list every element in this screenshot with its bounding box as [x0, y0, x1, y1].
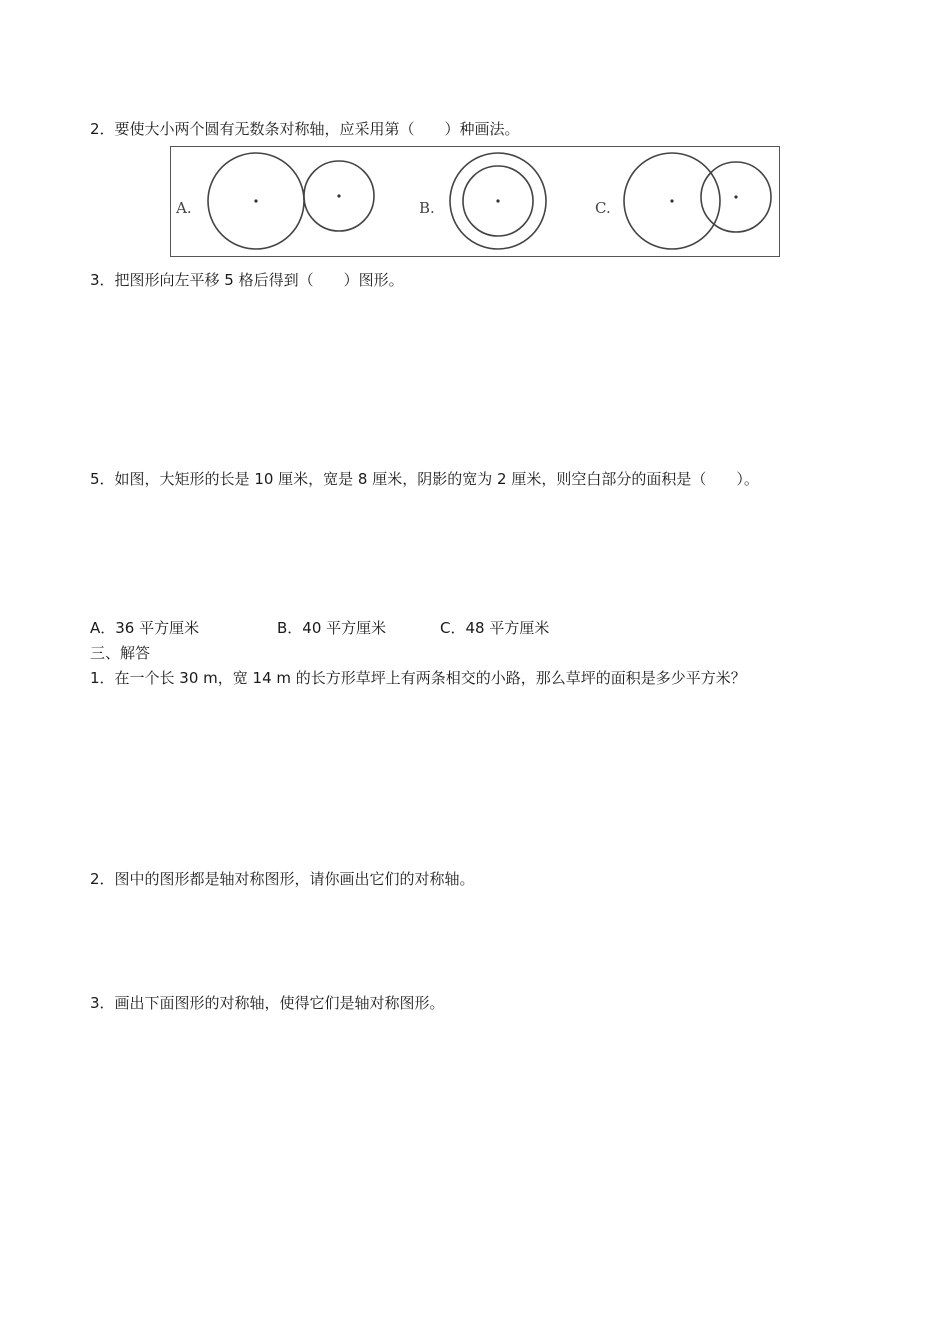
option-c-label: C.	[595, 199, 611, 217]
section-3-heading: 三、解答	[90, 644, 151, 662]
option-c-small-center	[734, 195, 737, 198]
option-a-label: A.	[176, 199, 192, 217]
circles-diagram	[171, 147, 779, 256]
question-2-text: 2．要使大小两个圆有无数条对称轴，应采用第（ ）种画法。	[90, 120, 520, 138]
choice-b: B．40 平方厘米	[277, 619, 387, 637]
problem-1-text: 1．在一个长 30 m，宽 14 m 的长方形草坪上有两条相交的小路，那么草坪的面积是多少平方米？	[90, 669, 746, 687]
option-b-label: B.	[419, 199, 435, 217]
question-5-text: 5．如图，大矩形的长是 10 厘米，宽是 8 厘米，阴影的宽为 2 厘米，则空白部分的面积是（ ）。	[90, 470, 759, 488]
choice-c: C．48 平方厘米	[440, 619, 550, 637]
choice-a: A．36 平方厘米	[90, 619, 200, 637]
option-a-small-center	[337, 194, 340, 197]
option-a-large-center	[254, 199, 257, 202]
option-c-large-center	[670, 199, 673, 202]
problem-2-text: 2．图中的图形都是轴对称图形，请你画出它们的对称轴。	[90, 870, 475, 888]
question-3-text: 3．把图形向左平移 5 格后得到（ ）图形。	[90, 271, 404, 289]
option-b-center	[496, 199, 499, 202]
circles-figure	[170, 146, 780, 257]
problem-3-text: 3．画出下面图形的对称轴，使得它们是轴对称图形。	[90, 994, 445, 1012]
